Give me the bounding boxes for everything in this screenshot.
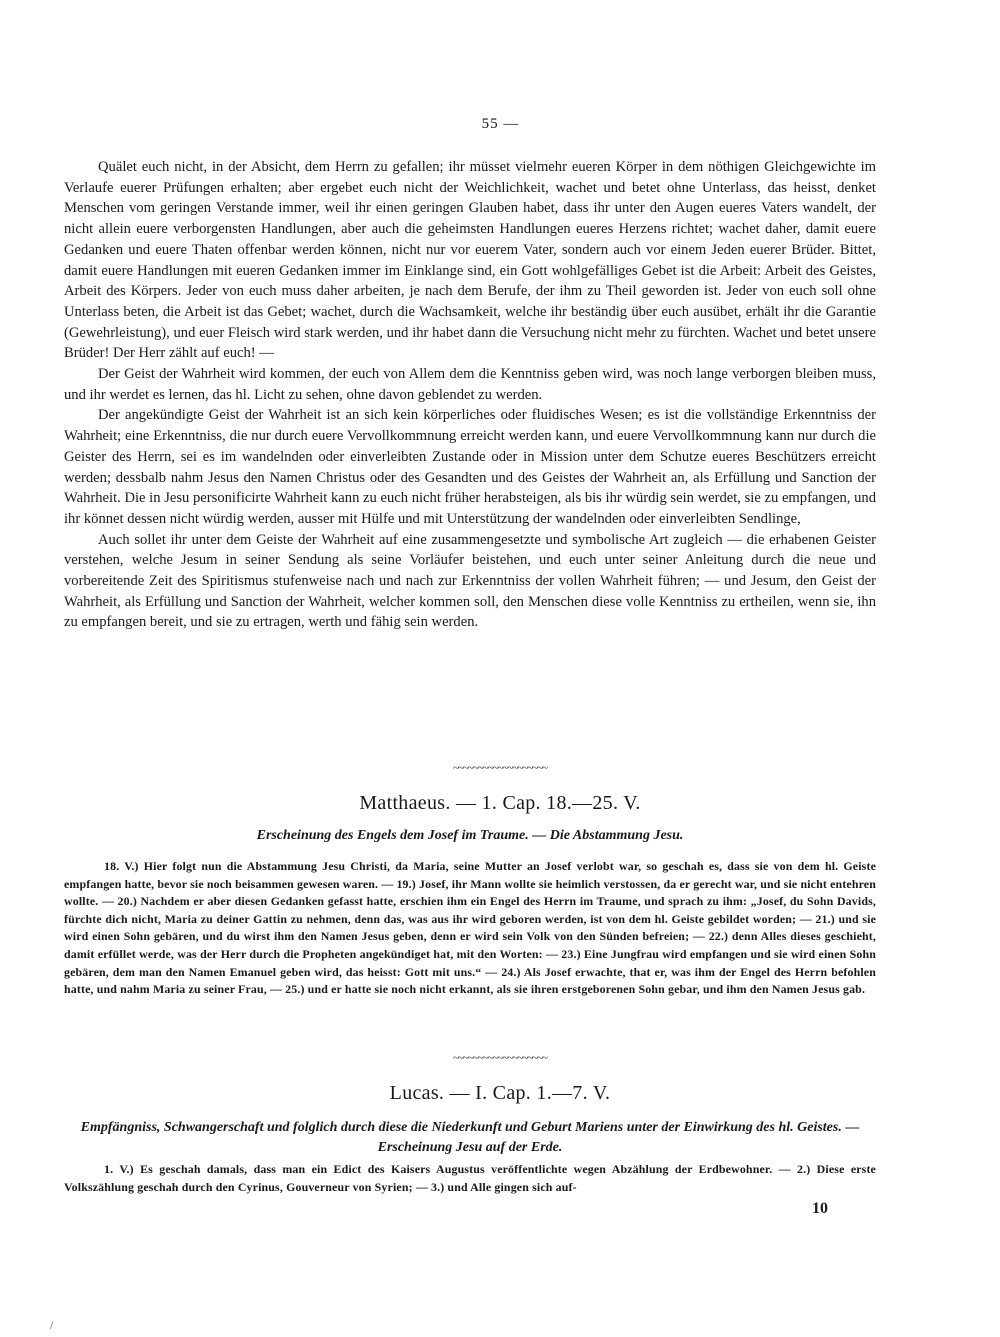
page-number [0, 116, 1000, 133]
section-text-matthaeus [64, 858, 876, 999]
section-subtitle-matthaeus: Erscheinung des Engels dem Josef im Traume. — Die Abstammung Jesu. [256, 828, 684, 843]
body-text [64, 157, 876, 633]
section-text-lucas [64, 1161, 876, 1196]
body-paragraph-3: Der angekündigte Geist der Wahrheit ist an sich kein körperliches oder fluidisches Wesen; es ist die vollständige Erkenntniss der Wahrheit; eine Erkenntniss, die nur durch euere Vervollkommnung erreicht werden kann, und euere Vervollkommnung kann nur durch die Geister des Herrn, sei es im wandelnden oder einverleibten Zustande oder in Mission unter dem Schutze eueres Beschützers erreicht werden; dessbalb nahm Jesus den Namen Christus oder des Gesandten und des Geistes der Wahrheit an, als Erfüllung und Sanction der Wahrheit. Die in Jesu personificirte Wahrheit kann zu euch nicht früher herabsteigen, als bis ihr würdig sein werdet, sie zu empfangen, und ihr könnet dessen nicht würdig werden, ausser mit Hülfe und mit Unterstützung der wandelnden oder einverleibten Sendlinge, [64, 407, 876, 527]
section-title-matthaeus: Matthaeus. — 1. Cap. 18.—25. V. [359, 792, 641, 814]
ornament-divider-2: ~~~~~~~~~~~~~~~~~~~ [452, 1052, 548, 1064]
signature-mark: 10 [812, 1200, 828, 1217]
body-paragraph-1: Quälet euch nicht, in der Absicht, dem Herrn zu gefallen; ihr müsset vielmehr eueren Körper in dem nöthigen Gleichgewichte im Verlaufe euerer Prüfungen erhalten; aber ergebet euch nicht der Weichlichkeit, wachet und betet ohne Unterlass, das heisst, denket Menschen vom geringen Verstande immer, weil ihr einen geringen Glauben habet, dass ihr unter den Augen eueres Vaters wandelt, der nicht allein euere verborgensten Handlungen, aber auch die geheimsten Handlungen eueres Herzens richtet; wachet daher, damit euere Gedanken und euere Thaten offenbar werden können, nicht nur vor euerem Vater, sondern auch vor einem Jeden euerer Brüder. Bittet, damit euere Handlungen mit eueren Gedanken immer im Einklange sind, ein Gott wohlgefälliges Gebet ist die Arbeit: Arbeit des Geistes, Arbeit des Körpers. Jeder von euch muss daher arbeiten, je nach dem Berufe, der ihm zu Theil geworden ist. Jeder von euch soll ohne Unterlass beten, die Arbeit ist das Gebet; wachet, durch die Wachsamkeit, welche ihr beständig über euch ausübet, erhält ihr die Garantie (Gewehrleistung), und euer Fleisch wird stark werden, und ihr habet dann die Versuchung nicht mehr zu fürchten. Wachet und betet unsere Brüder! Der Herr zählt auf euch! — [64, 159, 876, 362]
body-paragraph-4: Auch sollet ihr unter dem Geiste der Wahrheit auf eine zusammengesetzte und symbolische Art zugleich — die erhabenen Geister verstehen, welche Jesum in seiner Sendung als seine Vorläufer beistehen, und euch unter seiner Anleitung durch die neue und vorbereitende Zeit des Spiritismus stufenweise nach und nach zur Erkenntniss der vollen Wahrheit führen; — und Jesum, den Geist der Wahrheit, als Erfüllung und Sanction der Wahrheit, welcher kommen soll, den Menschen diese volle Kenntniss zu ertheilen, wenn sie, ihn zu empfangen bereit, und sie zu ertragen, werth und fähig sein werden. [64, 531, 876, 631]
corner-mark: / [50, 1318, 54, 1332]
page-number-dash: — [503, 116, 519, 132]
ornament-divider-1: ~~~~~~~~~~~~~~~~~~~ [452, 762, 548, 774]
body-paragraph-2: Der Geist der Wahrheit wird kommen, der euch von Allem dem die Kenntniss geben wird, was noch lange verborgen bleiben muss, und ihr werdet es lernen, das hl. Licht zu sehen, ohne davon geblendet zu werden. [64, 366, 876, 403]
section-title-lucas: Lucas. — I. Cap. 1.—7. V. [389, 1082, 611, 1104]
page-number-value: 55 [481, 116, 499, 132]
section-paragraph-lucas: 1. V.) Es geschah damals, dass man ein Edict des Kaisers Augustus veröffentlichte wegen Abzählung der Erdbewohner. — 2.) Diese erste Volkszählung geschah durch den Cyrinus, Gouverneur von Syrien; — 3.) und Alle gingen sich auf- [64, 1162, 876, 1194]
section-subtitle-lucas: Empfängniss, Schwangerschaft und folglich durch diese die Niederkunft und Geburt Mariens unter der Einwirkung des hl. Geistes. — Erscheinung Jesu auf der Erde. [80, 1120, 860, 1155]
section-paragraph-matthaeus: 18. V.) Hier folgt nun die Abstammung Jesu Christi, da Maria, seine Mutter an Josef verlobt war, so geschah es, dass sie von dem hl. Geiste empfangen hatte, bevor sie noch beisammen gewesen waren. — 19.) Josef, ihr Mann wollte sie heimlich verstossen, da er gerecht war, und sie nicht entehren wollte. — 20.) Nachdem er aber diesen Gedanken gefasst hatte, erschien ihm ein Engel des Herrn im Traume, und sprach zu ihm: „Josef, du Sohn Davids, fürchte dich nicht, Maria zu deiner Gattin zu nehmen, denn das, was aus ihr wird geboren werden, ist von dem hl. Geiste gebildet worden; — 21.) und sie wird einen Sohn gebären, und du wirst ihm den Namen Jesus geben, denn er wird sein Volk von den Sünden befreien; — 22.) denn Alles dieses geschieht, damit erfüllet werde, was der Herr durch die Propheten angekündiget hat, mit den Worten: — 23.) Eine Jungfrau wird empfangen und sie wird einen Sohn gebären, dem man den Namen Emanuel geben wird, das heisst: Gott mit uns.“ — 24.) Als Josef erwachte, that er, was ihm der Engel des Herrn befohlen hatte, und nahm Maria zu seiner Frau, — 25.) und er hatte sie noch nicht erkannt, als sie ihren erstgeborenen Sohn gebar, und ihm den Namen Jesus gab. [64, 859, 876, 997]
